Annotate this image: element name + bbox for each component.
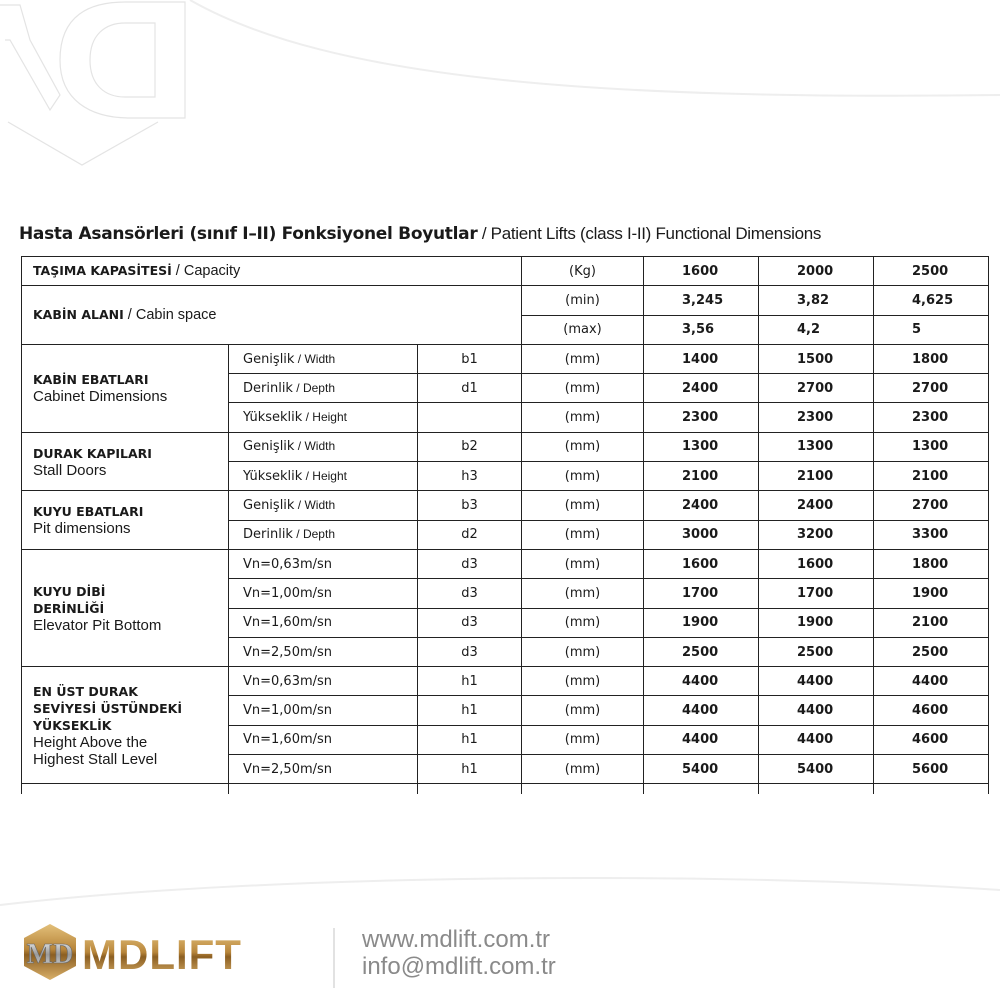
value-cell: 1300 <box>759 432 874 461</box>
symbol-cell: b3 <box>418 491 522 520</box>
parameter-cell: Yükseklik / Height <box>229 462 418 491</box>
value-cell: 4,625 <box>874 286 989 315</box>
group-label-stall-doors: DURAK KAPILARI Stall Doors <box>22 432 229 491</box>
value-cell: 1900 <box>759 608 874 637</box>
symbol-cell: d1 <box>418 374 522 403</box>
group-label-pit-dimensions: KUYU EBATLARI Pit dimensions <box>22 491 229 550</box>
unit-cell: (mm) <box>522 696 644 725</box>
value-cell: 3200 <box>759 520 874 549</box>
value-cell: 1300 <box>644 432 759 461</box>
unit-cell: (mm) <box>522 755 644 784</box>
value-cell: 4400 <box>644 696 759 725</box>
decorative-curve-bottom <box>0 870 1000 910</box>
symbol-cell: h1 <box>418 696 522 725</box>
value-cell: 4400 <box>759 667 874 696</box>
value-cell: 1900 <box>644 608 759 637</box>
mdlift-logo <box>20 922 320 982</box>
value-cell: 2400 <box>644 374 759 403</box>
value-cell: 1500 <box>759 344 874 373</box>
symbol-cell: d3 <box>418 608 522 637</box>
symbol-cell <box>418 403 522 432</box>
value-cell: 3,56 <box>644 315 759 344</box>
value-cell: 2500 <box>874 257 989 286</box>
value-cell: 2700 <box>874 374 989 403</box>
parameter-cell: Genişlik / Width <box>229 491 418 520</box>
parameter-cell: Genişlik / Width <box>229 344 418 373</box>
unit-cell: (mm) <box>522 403 644 432</box>
value-cell: 2000 <box>759 257 874 286</box>
value-cell: 4,2 <box>759 315 874 344</box>
unit-cell: (mm) <box>522 549 644 578</box>
unit-cell: (mm) <box>522 637 644 666</box>
title-english: / Patient Lifts (class I-II) Functional Dimensions <box>477 224 822 243</box>
symbol-cell: d3 <box>418 549 522 578</box>
table-row <box>22 491 989 520</box>
value-cell: 1600 <box>759 549 874 578</box>
value-cell: 2100 <box>874 608 989 637</box>
value-cell: 2500 <box>644 637 759 666</box>
website-link[interactable]: www.mdlift.com.tr <box>362 926 551 953</box>
table-row-capacity <box>22 257 989 286</box>
value-cell: 5 <box>874 315 989 344</box>
value-cell: 3000 <box>644 520 759 549</box>
unit-cell: (mm) <box>522 462 644 491</box>
value-cell: 2300 <box>644 403 759 432</box>
value-cell: 1400 <box>644 344 759 373</box>
value-cell: 2300 <box>874 403 989 432</box>
table-row <box>22 667 989 696</box>
value-cell: 2700 <box>874 491 989 520</box>
symbol-cell: d2 <box>418 520 522 549</box>
value-cell: 1800 <box>874 344 989 373</box>
unit-cell: (mm) <box>522 374 644 403</box>
value-cell: 2400 <box>759 491 874 520</box>
value-cell: 4600 <box>874 725 989 754</box>
symbol-cell: h1 <box>418 667 522 696</box>
value-cell: 2100 <box>874 462 989 491</box>
value-cell: 1900 <box>874 579 989 608</box>
table-row-truncated <box>22 784 989 794</box>
svg-text:MDLIFT: MDLIFT <box>82 931 242 978</box>
table-row <box>22 432 989 461</box>
cabin-space-label: KABİN ALANI / Cabin space <box>22 286 522 345</box>
capacity-label: TAŞIMA KAPASİTESİ / Capacity <box>22 257 522 286</box>
symbol-cell: h1 <box>418 725 522 754</box>
decorative-curve-top <box>0 0 1000 110</box>
value-cell: 3,245 <box>644 286 759 315</box>
parameter-cell: Derinlik / Depth <box>229 520 418 549</box>
value-cell: 2700 <box>759 374 874 403</box>
parameter-cell: Yükseklik / Height <box>229 403 418 432</box>
unit-cell: (mm) <box>522 520 644 549</box>
table-row <box>22 549 989 578</box>
value-cell: 1300 <box>874 432 989 461</box>
unit-cell: (Kg) <box>522 257 644 286</box>
value-cell: 4400 <box>759 725 874 754</box>
group-label-height-above-highest-stall: EN ÜST DURAK SEVİYESİ ÜSTÜNDEKİ YÜKSEKLİK Height Above the Highest Stall Level <box>22 667 229 784</box>
value-cell: 3300 <box>874 520 989 549</box>
value-cell: 4400 <box>874 667 989 696</box>
email-link[interactable]: info@mdlift.com.tr <box>362 953 556 980</box>
value-cell: 1600 <box>644 549 759 578</box>
speed-cell: Vn=1,00m/sn <box>229 696 418 725</box>
logo-emblem-icon <box>24 924 76 980</box>
svg-text:MD: MD <box>26 939 74 970</box>
value-cell: 4400 <box>644 725 759 754</box>
value-cell: 1700 <box>644 579 759 608</box>
value-cell: 2500 <box>759 637 874 666</box>
symbol-cell: b1 <box>418 344 522 373</box>
value-cell: 5400 <box>644 755 759 784</box>
value-cell: 1700 <box>759 579 874 608</box>
unit-cell: (mm) <box>522 491 644 520</box>
value-cell: 4400 <box>759 696 874 725</box>
unit-cell: (mm) <box>522 432 644 461</box>
speed-cell: Vn=1,60m/sn <box>229 608 418 637</box>
footer-divider <box>333 928 335 988</box>
symbol-cell: h3 <box>418 462 522 491</box>
speed-cell: Vn=2,50m/sn <box>229 637 418 666</box>
value-cell: 2400 <box>644 491 759 520</box>
value-cell: 1600 <box>644 257 759 286</box>
unit-cell: (mm) <box>522 579 644 608</box>
parameter-cell: Genişlik / Width <box>229 432 418 461</box>
value-cell: 4600 <box>874 696 989 725</box>
group-label-cabinet-dimensions: KABİN EBATLARI Cabinet Dimensions <box>22 344 229 432</box>
value-cell: 2500 <box>874 637 989 666</box>
speed-cell: Vn=1,60m/sn <box>229 725 418 754</box>
page-title <box>19 224 821 244</box>
unit-cell: (max) <box>522 315 644 344</box>
symbol-cell: h1 <box>418 755 522 784</box>
table-row-cabin-space-min <box>22 286 989 315</box>
table-row <box>22 344 989 373</box>
speed-cell: Vn=1,00m/sn <box>229 579 418 608</box>
value-cell: 2100 <box>759 462 874 491</box>
group-label-pit-bottom: KUYU DİBİ DERİNLİĞİ Elevator Pit Bottom <box>22 549 229 666</box>
unit-cell: (mm) <box>522 667 644 696</box>
value-cell: 3,82 <box>759 286 874 315</box>
footer-contact <box>362 926 556 980</box>
value-cell: 4400 <box>644 667 759 696</box>
value-cell: 2100 <box>644 462 759 491</box>
unit-cell: (mm) <box>522 725 644 754</box>
speed-cell: Vn=0,63m/sn <box>229 667 418 696</box>
value-cell: 2300 <box>759 403 874 432</box>
unit-cell: (mm) <box>522 344 644 373</box>
unit-cell: (mm) <box>522 608 644 637</box>
functional-dimensions-table <box>21 256 989 794</box>
unit-cell: (min) <box>522 286 644 315</box>
title-turkish: Hasta Asansörleri (sınıf I–II) Fonksiyonel Boyutlar <box>19 224 478 244</box>
speed-cell: Vn=0,63m/sn <box>229 549 418 578</box>
symbol-cell: d3 <box>418 579 522 608</box>
value-cell: 1800 <box>874 549 989 578</box>
symbol-cell: b2 <box>418 432 522 461</box>
speed-cell: Vn=2,50m/sn <box>229 755 418 784</box>
value-cell: 5600 <box>874 755 989 784</box>
parameter-cell: Derinlik / Depth <box>229 374 418 403</box>
symbol-cell: d3 <box>418 637 522 666</box>
value-cell: 5400 <box>759 755 874 784</box>
